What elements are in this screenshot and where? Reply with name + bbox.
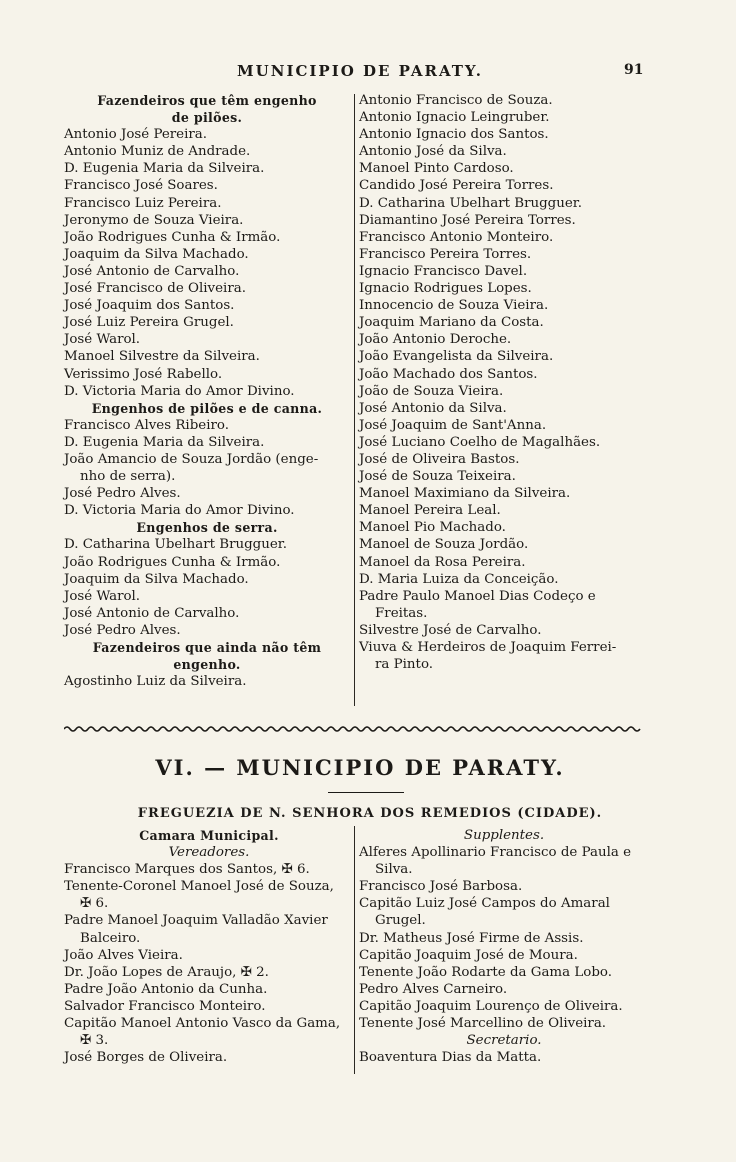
list-item: D. Eugenia Maria da Silveira. (64, 434, 265, 450)
list-item: Manoel Pinto Cardoso. (359, 161, 514, 177)
list-item: Dr. João Lopes de Araujo, ✠ 2. (64, 964, 269, 980)
list-item: Tenente José Marcellino de Oliveira. (359, 1016, 607, 1032)
list-item: Joaquim Mariano da Costa. (359, 315, 544, 331)
list-item: nho de serra). (80, 469, 176, 485)
list-item: Manoel de Souza Jordão. (359, 537, 529, 553)
list-item: José Francisco de Oliveira. (64, 281, 246, 297)
list-item: João Amancio de Souza Jordão (enge- (64, 451, 319, 467)
list-item: D. Victoria Maria do Amor Divino. (64, 383, 295, 399)
list-item: Manoel Maximiano da Silveira. (359, 486, 571, 502)
list-item: D. Catharina Ubelhart Brugguer. (64, 537, 287, 553)
list-item: José Luiz Pereira Grugel. (64, 315, 234, 331)
list-item: Padre João Antonio da Cunha. (64, 981, 268, 997)
page-number: 91 (624, 62, 644, 78)
lower-right-column (359, 827, 649, 1066)
list-item: João Antonio Deroche. (359, 332, 512, 348)
list-item: Capitão Joaquim Lourenço de Oliveira. (359, 998, 623, 1014)
list-heading: Engenhos de pilões e de canna. (91, 400, 323, 416)
list-item: José Warol. (64, 588, 141, 604)
list-item: Antonio José da Silva. (359, 144, 507, 160)
list-heading: Supplentes. (463, 828, 545, 843)
upper-right-column (359, 92, 649, 673)
list-item: Freitas. (375, 605, 428, 621)
list-item: D. Victoria Maria do Amor Divino. (64, 503, 295, 519)
list-item: Jeronymo de Souza Vieira. (64, 212, 244, 228)
list-heading: Engenhos de serra. (136, 520, 278, 536)
list-item: D. Eugenia Maria da Silveira. (64, 161, 265, 177)
list-item: José Luciano Coelho de Magalhães. (359, 434, 601, 450)
list-item: Francisco Luiz Pereira. (64, 195, 222, 211)
list-item: Capitão Joaquim José de Moura. (359, 947, 578, 963)
list-item: Francisco Alves Ribeiro. (64, 417, 229, 433)
list-item: José Joaquim de Sant'Anna. (359, 417, 547, 433)
list-item: Manoel da Rosa Pereira. (359, 554, 526, 570)
list-item: João Rodrigues Cunha & Irmão. (64, 229, 281, 245)
list-item: Manoel Pio Machado. (359, 520, 506, 536)
list-item: Innocencio de Souza Vieira. (359, 298, 549, 314)
section-title: VI. — MUNICIPIO DE PARATY. (155, 755, 565, 780)
list-item: D. Maria Luiza da Conceição. (359, 571, 559, 587)
lower-left-column (64, 827, 354, 1066)
wavy-divider (64, 725, 642, 733)
list-heading: engenho. (173, 657, 241, 673)
list-item: Antonio José Pereira. (64, 127, 208, 143)
list-item: Manoel Silvestre da Silveira. (64, 349, 260, 365)
list-item: Capitão Luiz José Campos do Amaral (359, 896, 610, 912)
list-item: José Pedro Alves. (64, 486, 181, 502)
list-item: Padre Manoel Joaquim Valladão Xavier (64, 913, 328, 929)
list-item: João Rodrigues Cunha & Irmão. (64, 554, 281, 570)
list-heading: Fazendeiros que ainda não têm (92, 640, 322, 655)
title-underline (328, 792, 404, 793)
list-item: ✠ 3. (80, 1033, 109, 1049)
upper-left-column (64, 92, 350, 690)
list-item: Capitão Manoel Antonio Vasco da Gama, (64, 1016, 341, 1032)
list-item: Ignacio Rodrigues Lopes. (359, 281, 532, 297)
list-item: Francisco Marques dos Santos, ✠ 6. (64, 862, 310, 878)
list-item: José Joaquim dos Santos. (64, 298, 235, 314)
list-item: Verissimo José Rabello. (64, 366, 223, 382)
list-item: Manoel Pereira Leal. (359, 503, 501, 519)
list-item: Grugel. (375, 913, 426, 929)
list-item: João Machado dos Santos. (359, 366, 538, 382)
list-item: D. Catharina Ubelhart Brugguer. (359, 195, 582, 211)
list-item: Antonio Ignacio Leingruber. (359, 110, 550, 126)
list-item: José Warol. (64, 332, 141, 348)
list-item: Balceiro. (80, 930, 141, 946)
list-item: João de Souza Vieira. (359, 383, 504, 399)
list-item: Francisco José Soares. (64, 178, 218, 194)
list-item: José Antonio da Silva. (359, 400, 507, 416)
list-item: Dr. Matheus José Firme de Assis. (359, 930, 584, 946)
list-item: Antonio Francisco de Souza. (359, 93, 553, 108)
list-item: Francisco Pereira Torres. (359, 246, 532, 262)
list-item: Salvador Francisco Monteiro. (64, 998, 266, 1014)
list-item: Ignacio Francisco Davel. (359, 263, 528, 279)
upper-column-rule (354, 94, 355, 706)
list-item: Joaquim da Silva Machado. (64, 571, 249, 587)
list-item: ra Pinto. (375, 657, 434, 673)
list-item: Silva. (375, 862, 413, 878)
list-item: José de Oliveira Bastos. (359, 451, 520, 467)
list-item: José Antonio de Carvalho. (64, 605, 240, 621)
list-heading: Vereadores. (168, 845, 250, 861)
list-item: João Evangelista da Silveira. (359, 349, 554, 365)
running-head: MUNICIPIO DE PARATY. (237, 62, 483, 80)
list-heading: Fazendeiros que têm engenho (97, 93, 317, 108)
list-item: Viuva & Herdeiros de Joaquim Ferrei- (359, 640, 617, 655)
list-heading: Camara Municipal. (139, 828, 279, 843)
list-item: Tenente-Coronel Manoel José de Souza, (64, 879, 334, 895)
list-item: Candido José Pereira Torres. (359, 178, 554, 194)
list-item: ✠ 6. (80, 896, 109, 912)
list-item: Alferes Apollinario Francisco de Paula e (359, 845, 632, 861)
list-item: Antonio Ignacio dos Santos. (359, 127, 549, 143)
list-item: Francisco Antonio Monteiro. (359, 229, 554, 245)
list-item: Padre Paulo Manoel Dias Codeço e (359, 588, 596, 604)
list-item: Agostinho Luiz da Silveira. (64, 674, 247, 690)
list-item: Silvestre José de Carvalho. (359, 622, 542, 638)
list-item: Tenente João Rodarte da Gama Lobo. (359, 964, 612, 980)
list-item: Boaventura Dias da Matta. (359, 1050, 542, 1066)
list-item: João Alves Vieira. (64, 947, 183, 963)
lower-column-rule (354, 826, 355, 1074)
list-item: José Antonio de Carvalho. (64, 263, 240, 279)
list-item: Francisco José Barbosa. (359, 879, 523, 895)
list-item: José Borges de Oliveira. (64, 1050, 228, 1066)
list-item: José de Souza Teixeira. (359, 469, 516, 485)
list-item: Pedro Alves Carneiro. (359, 981, 508, 997)
list-heading: de pilões. (171, 110, 243, 126)
section-subtitle: FREGUEZIA DE N. SENHORA DOS REMEDIOS (CIDADE). (137, 806, 603, 821)
list-item: José Pedro Alves. (64, 622, 181, 638)
list-item: Joaquim da Silva Machado. (64, 246, 249, 262)
list-heading: Secretario. (466, 1033, 542, 1049)
list-item: Antonio Muniz de Andrade. (64, 144, 251, 160)
list-item: Diamantino José Pereira Torres. (359, 212, 576, 228)
